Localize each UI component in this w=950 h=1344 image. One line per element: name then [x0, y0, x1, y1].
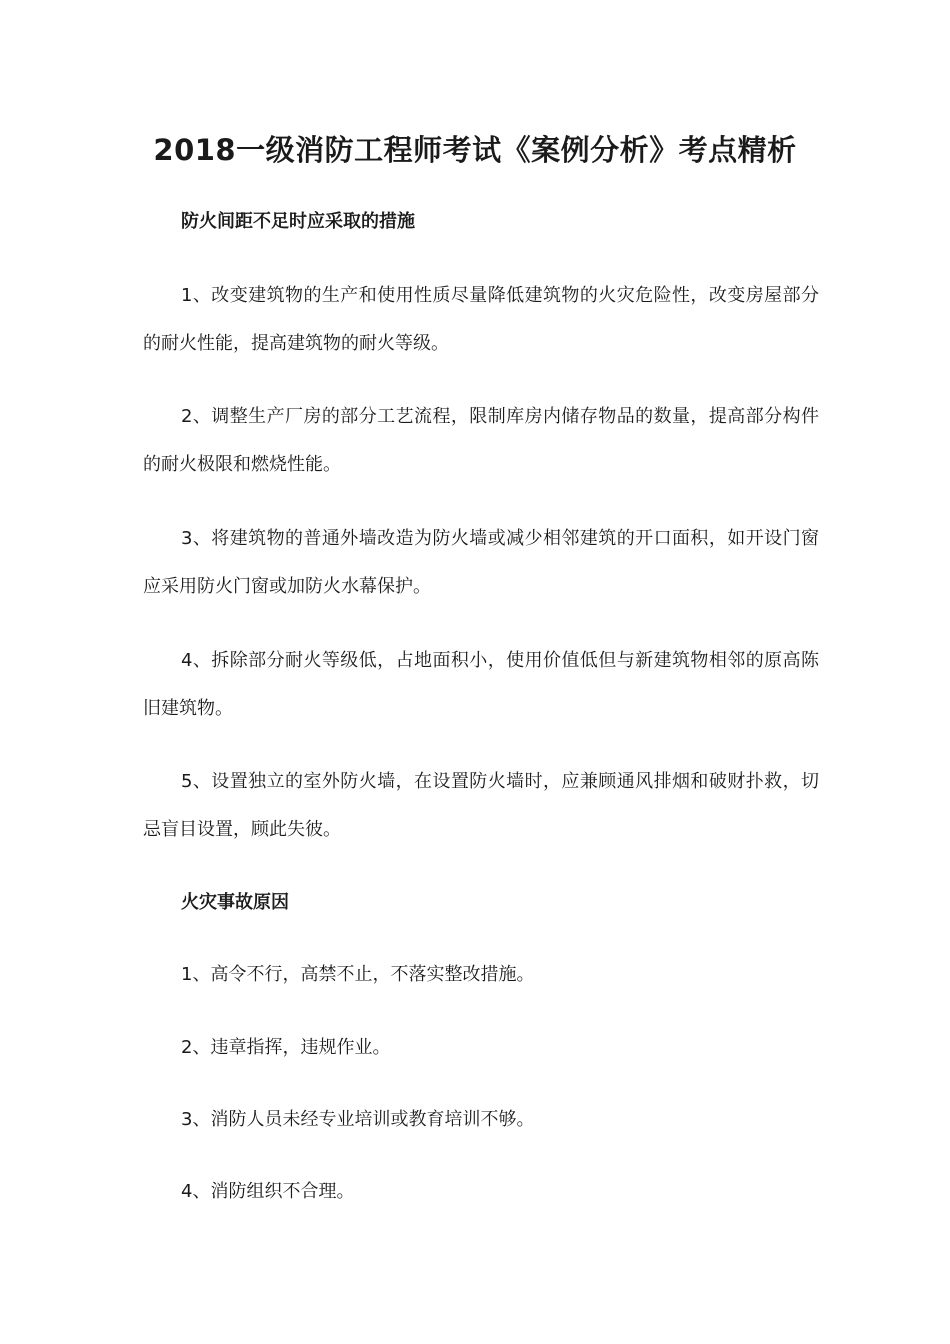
page-title: 2018一级消防工程师考试《案例分析》考点精析 — [153, 133, 797, 167]
measure-paragraph-5: 5、设置独立的室外防火墙，在设置防火墙时，应兼顾通风排烟和破财扑救，切忌盲目设置，顾此失彼。 — [143, 771, 819, 840]
cause-item-1: 1、高令不行，高禁不止，不落实整改措施。 — [181, 964, 535, 985]
cause-item-4: 4、消防组织不合理。 — [181, 1181, 355, 1202]
cause-item-2: 2、违章指挥，违规作业。 — [181, 1037, 391, 1058]
section-heading-fire-spacing: 防火间距不足时应采取的措施 — [181, 211, 415, 232]
measure-paragraph-2: 2、调整生产厂房的部分工艺流程，限制库房内储存物品的数量，提高部分构件的耐火极限和燃烧性能。 — [143, 406, 819, 475]
section-heading-fire-causes: 火灾事故原因 — [181, 892, 289, 913]
measure-paragraph-1: 1、改变建筑物的生产和使用性质尽量降低建筑物的火灾危险性，改变房屋部分的耐火性能，提高建筑物的耐火等级。 — [143, 285, 819, 354]
measure-paragraph-3: 3、将建筑物的普通外墙改造为防火墙或减少相邻建筑的开口面积，如开设门窗应采用防火门窗或加防火水幕保护。 — [143, 528, 819, 597]
measure-paragraph-4: 4、拆除部分耐火等级低，占地面积小，使用价值低但与新建筑物相邻的原高陈旧建筑物。 — [143, 650, 819, 719]
cause-item-3: 3、消防人员未经专业培训或教育培训不够。 — [181, 1109, 535, 1130]
